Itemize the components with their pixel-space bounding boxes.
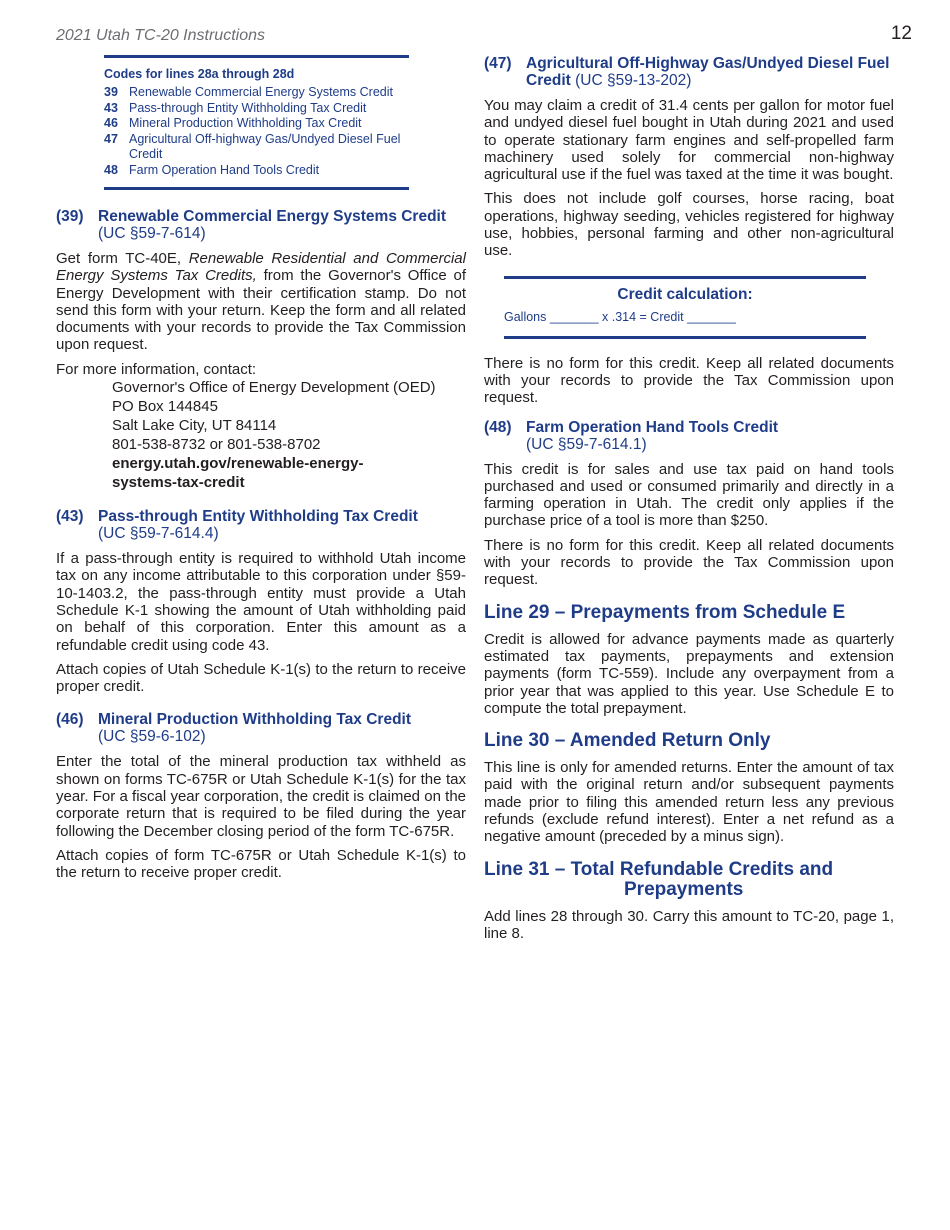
section-title: Pass-through Entity Withholding Tax Credit [98,508,418,526]
section-47-paragraph-3: There is no form for this credit. Keep all related documents with your records to provide the Tax Commission upon request. [484,354,894,407]
section-48-paragraph-1: This credit is for sales and use tax paid on hand tools purchased and used or consumed primarily and directly in a farming operation in Utah. The credit only applies if the purchase price of a tool is more than $250. [484,460,894,530]
code-label: Mineral Production Withholding Tax Credit [129,116,362,130]
right-column [484,55,894,949]
left-column [56,55,466,889]
section-43-paragraph-2: Attach copies of Utah Schedule K-1(s) to the return to receive proper credit. [56,660,466,696]
line-29-heading: Line 29 – Prepayments from Schedule E [484,601,846,623]
code-label: Pass-through Entity Withholding Tax Credit [129,100,367,115]
line-31-paragraph: Add lines 28 through 30. Carry this amount to TC-20, page 1, line 8. [484,907,894,942]
credit-calculation-formula: Gallons _______ x .314 = Credit _______ [504,309,736,324]
line-31-heading: Line 31 – Total Refundable Credits and Prepayments [484,858,834,900]
section-39-paragraph-2: For more information, contact: [56,360,257,378]
section-title: Agricultural Off-Highway Gas/Undyed Diesel Fuel Credit [526,55,890,89]
form-title-italic: Renewable Residential and Commercial Energy Systems Tax Credits, [56,250,466,285]
code-row [104,132,409,163]
section-46-paragraph-1: Enter the total of the mineral production tax withheld as shown on forms TC-675R or Utah Schedule K-1(s) for the tax year. For a fiscal year corporation, the credit is claimed on the corporate return that is required to be filed during the year following the December closing period of the form TC-675R. [56,753,466,840]
contact-phone: 801-538-8732 or 801-538-8702 [112,436,321,454]
section-reference: (UC §59-7-614.1) [526,435,647,453]
section-title: Renewable Commercial Energy Systems Credit [98,208,447,225]
contact-line: Salt Lake City, UT 84114 [112,417,277,435]
code-row [104,116,409,132]
section-reference: (UC §59-6-102) [98,728,206,746]
code-label: Agricultural Off-highway Gas/Undyed Diesel Fuel Credit [129,131,401,161]
section-number: (43) [56,508,84,526]
section-number: (46) [56,711,84,729]
page-number: 12 [890,23,912,44]
section-43-paragraph-1: If a pass-through entity is required to withhold Utah income tax on any income attributable to this corporation under §59-10-1403.2, the pass-through entity must provide a Utah Schedule K-1 showing the amount of Utah withholding paid on behalf of this corporation. Enter this amount as a refundable credit using code 43. [56,550,466,654]
line-30-paragraph: This line is only for amended returns. Enter the amount of tax paid with the original return and/or subsequent payments made prior to filing this amended return less any previous refunds (exclude refund interest). Enter a net refund as a negative amount (preceded by a minus sign). [484,759,894,846]
code-number: 48 [104,162,118,177]
section-47-paragraph-2: This does not include golf courses, horse racing, boat operations, highway seeding, vehicles registered for highway use, hobbies, personal farming and other non-agricultural use. [484,190,894,260]
line-29-paragraph: Credit is allowed for advance payments made as quarterly estimated tax payments, prepayments and extension payments (form TC-559). Include any overpayment from a prior year that was applied to this year. Use Schedule E to compute the total prepayment. [484,630,894,717]
section-48-paragraph-2: There is no form for this credit. Keep all related documents with your records to provide the Tax Commission upon request. [484,536,894,589]
code-row [104,163,409,179]
credit-calculation-box [504,276,866,339]
code-number: 46 [104,116,118,130]
section-47-heading [484,55,894,89]
codes-box [104,55,409,190]
contact-block [112,378,466,492]
section-number: (48) [484,418,512,436]
code-row [104,85,409,101]
section-43-heading [56,508,466,542]
document-header-title: 2021 Utah TC-20 Instructions [56,27,265,44]
contact-line: PO Box 144845 [112,398,218,416]
section-reference: (UC §59-13-202) [575,72,692,89]
code-row [104,101,409,117]
section-46-paragraph-2: Attach copies of form TC-675R or Utah Schedule K-1(s) to the return to receive proper credit. [56,846,466,882]
section-39-paragraph-1: Get form TC-40E, Renewable Residential and Commercial Energy Systems Tax Credits, from the Governor's Office of Energy Development with their certification stamp. Do not send this form with your return. Keep the form and all related documents with your records to provide the Tax Commission upon request. [56,250,466,354]
section-number: (47) [484,55,512,72]
section-39-heading [56,208,466,242]
section-47-paragraph-1: You may claim a credit of 31.4 cents per gallon for motor fuel and undyed diesel fuel bought in Utah during 2021 and used to operate stationary farm engines and self-propelled farm machinery used solely for commercial non-highway agricultural use if the fuel was taxed at the time it was bought. [484,97,894,184]
section-reference: (UC §59-7-614) [98,225,206,242]
section-reference: (UC §59-7-614.4) [98,525,219,543]
section-48-heading [484,419,894,453]
code-number: 47 [104,131,118,146]
code-number: 43 [104,100,118,115]
section-number: (39) [56,208,84,225]
code-label: Farm Operation Hand Tools Credit [129,162,320,177]
section-46-heading [56,711,466,745]
code-number: 39 [104,85,118,99]
codes-title: Codes for lines 28a through 28d [104,67,295,81]
code-label: Renewable Commercial Energy Systems Credit [129,85,393,99]
contact-line: Governor's Office of Energy Development (OED) [112,379,436,397]
line-30-heading: Line 30 – Amended Return Only [484,730,771,752]
credit-calculation-title: Credit calculation: [617,285,753,303]
section-title: Mineral Production Withholding Tax Credit [98,711,412,729]
section-title: Farm Operation Hand Tools Credit [526,418,779,436]
contact-website[interactable]: energy.utah.gov/renewable-energy- systems-tax-credit [112,455,364,492]
